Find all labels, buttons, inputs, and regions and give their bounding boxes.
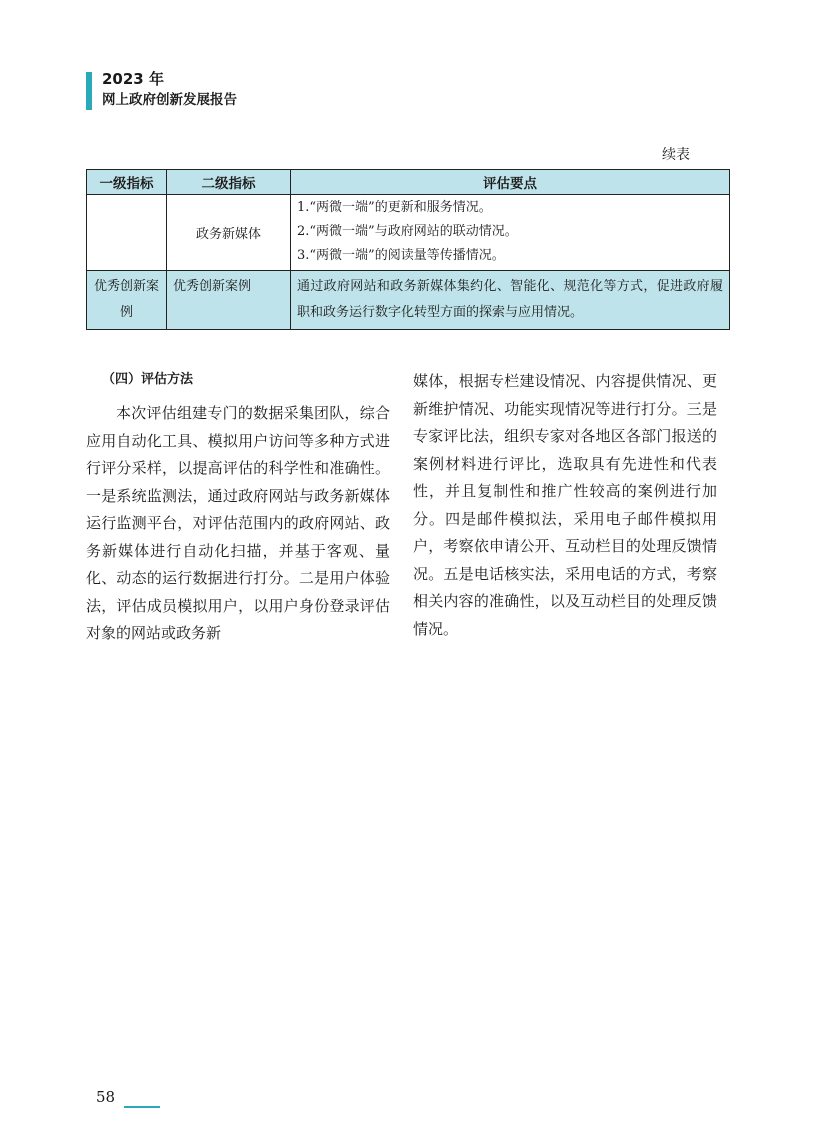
section-title: （四）评估方法 [102,372,194,387]
cell-level2: 政务新媒体 [167,195,291,271]
cell-level1 [87,195,167,271]
text-column-right [413,368,717,643]
header-year: 2023 年 [102,70,164,88]
cell-level1: 优秀创新案例 [87,271,167,330]
point-item: 2.“两微一端”与政府网站的联动情况。 [297,224,518,239]
body-paragraph: 本次评估组建专门的数据采集团队，综合应用自动化工具、模拟用户访问等多种方式进行评分采样，以提高评估的科学性和准确性。一是系统监测法，通过政府网站与政务新媒体运行监测平台，对评估范围内的政府网站、政务新媒体进行自动化扫描，并基于客观、量化、动态的运行数据进行打分。二是用户体验法，评估成员模拟用户，以用户身份登录评估对象的网站或政务新 [86,404,390,642]
table-continued-label: 续表 [662,147,690,163]
footer-accent-line [124,1106,160,1108]
body-paragraph-continued: 媒体，根据专栏建设情况、内容提供情况、更新维护情况、功能实现情况等进行打分。三是专家评比法，组织专家对各地区各部门报送的案例材料进行评比，选取具有先进性和代表性，并且复制性和推广性较高的案例进行加分。四是邮件模拟法，采用电子邮件模拟用户，考察依申请公开、互动栏目的处理反馈情况。五是电话核实法，采用电话的方式，考察相关内容的准确性，以及互动栏目的处理反馈情况。 [413,372,717,638]
table-row [87,271,730,330]
text-column-left [86,368,390,648]
page-footer [86,1088,160,1110]
header-title: 网上政府创新发展报告 [102,92,237,108]
header-level1: 一级指标 [87,170,167,195]
header-level2: 二级指标 [167,170,291,195]
table-header-row [87,170,730,195]
page-number: 58 [96,1088,116,1106]
evaluation-table [86,169,730,330]
cell-points: 通过政府网站和政务新媒体集约化、智能化、规范化等方式，促进政府履职和政务运行数字化转型方面的探索与应用情况。 [291,271,730,330]
point-item: 3.“两微一端”的阅读量等传播情况。 [297,248,505,263]
cell-points [291,195,730,271]
header-accent-bar [86,72,92,110]
table-row [87,195,730,271]
header-points: 评估要点 [291,170,730,195]
point-item: 1.“两微一端”的更新和服务情况。 [297,200,492,215]
cell-level2: 优秀创新案例 [167,271,291,330]
